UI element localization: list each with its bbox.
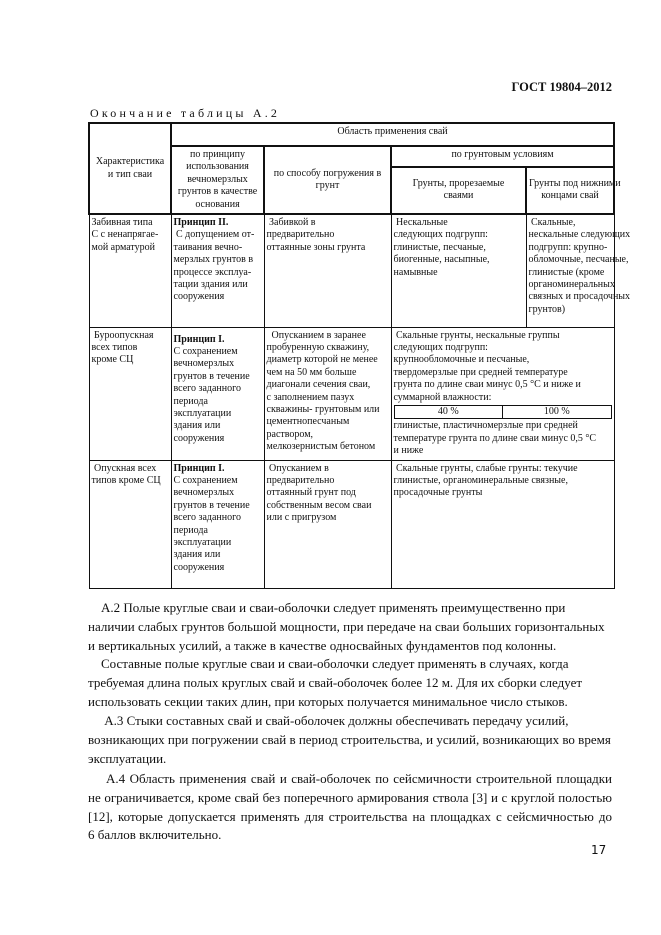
text-line: 6 баллов включительно. (88, 827, 222, 843)
cell-principle (171, 460, 264, 588)
table-row (89, 327, 614, 460)
text-line: С с ненапрягае- (91, 229, 159, 241)
text-line: грунтов в течение (173, 370, 250, 382)
page-number: 17 (591, 843, 607, 857)
text-line: тации здания или (173, 279, 248, 291)
paragraph-composite-piles (88, 655, 612, 711)
text-line: грунтов) (528, 303, 566, 315)
cell-type (89, 214, 171, 327)
text-line: глинистые, песчаные, (393, 241, 486, 253)
paragraph-a4 (88, 770, 612, 845)
text-line: предварительно (266, 475, 335, 486)
text-line: Грунты под нижними (529, 178, 621, 190)
text-line: сооружения (173, 432, 225, 444)
text-line: грунт (315, 180, 340, 192)
text-line: твердомерзлые при средней температуре (393, 366, 568, 378)
text-line: концами свай (541, 190, 599, 202)
text-line: эксплуатации. (88, 750, 167, 766)
text-line: температуре грунта по длине сваи минус 0,5 °С (393, 432, 597, 444)
cell-method (264, 214, 391, 327)
text-line: мелкозернистым бетоном (266, 441, 376, 453)
text-line: грунтов в течение (173, 499, 250, 511)
text-line: мой арматурой (91, 241, 155, 253)
text-line: суммарной влажности: (393, 391, 492, 403)
text-line: глинистые, органоминеральные связные, (393, 475, 568, 486)
soils-bottom-text (394, 420, 612, 457)
text-line: вечномерзлых (173, 358, 235, 370)
text-line: типов кроме СЦ (91, 475, 161, 486)
moisture-40: 40 % (437, 405, 459, 417)
table-row (89, 460, 614, 588)
text-line: возникающих при погружении свай в период строительства, и усилий, возникающих во время (88, 731, 611, 747)
principle-title: Принцип I. (173, 333, 225, 345)
text-line: глинистые (кроме (528, 266, 605, 278)
text-line: цементнопесчаным (266, 416, 350, 428)
text-line: оттаянный грунт под (266, 487, 356, 499)
text-line: или с пригрузом (266, 512, 337, 524)
text-line: следующих подгрупп: (393, 229, 488, 241)
text-line: использования (186, 161, 249, 173)
text-line: собственным весом сваи (266, 499, 372, 511)
text-line: Скальные грунты, слабые грунты: текучие (393, 462, 578, 474)
standard-number: ГОСТ 19804–2012 (511, 80, 612, 94)
text-line: крупнообломочные и песчаные, (393, 354, 530, 366)
text-line: диагонали сечения сваи, (266, 379, 371, 391)
text-line: периода (173, 524, 208, 536)
table-caption: Окончание таблицы А.2 (90, 106, 281, 120)
text-line: А.2 Полые круглые сваи и сваи-оболочки следует применять преимущественно при (88, 600, 566, 615)
text-line: не ограничивается, кроме свай без поперечного армирования ствола [3] и с круглой полостью (88, 789, 612, 805)
text-line: нескальные следующих (528, 229, 631, 241)
text-line: грунтов в качестве (177, 186, 258, 198)
cell-soils-cut (391, 214, 526, 327)
header-area: Область применения свай (171, 123, 614, 146)
text-line: А.3 Стыки составных свай и свай-оболочек должны обеспечивать передачу усилий, (88, 713, 569, 728)
text-line: пробуренную скважину, (266, 341, 370, 353)
header-soil-conditions: по грунтовым условиям (391, 146, 614, 167)
text-line: намывные (393, 266, 438, 278)
text-line: и тип сваи (107, 168, 153, 180)
text-line: сваями (443, 190, 474, 202)
text-line: С сохранением (173, 475, 238, 486)
text-line: глинистые, пластичномерзлые при средней (393, 420, 578, 432)
cell-principle (171, 327, 264, 460)
text-line: Опусканием в (266, 462, 329, 474)
text-line: связных и просадочных (528, 291, 631, 303)
cell-principle (171, 214, 264, 327)
cell-method (264, 327, 391, 460)
text-line: и ниже (393, 445, 424, 457)
principle-text (174, 229, 262, 303)
text-line: эксплуатации (173, 407, 232, 419)
text-line: по принципу (190, 149, 245, 160)
cell-soils-below (526, 214, 631, 327)
text-line: и вертикальных усилий, а также в качестве односвайных фундаментов под колонны. (88, 637, 557, 653)
text-line: Опусканием в заранее (266, 329, 366, 341)
text-line: таивания вечно- (173, 241, 243, 253)
text-line: здания или (173, 420, 221, 432)
text-line: предварительно (266, 229, 335, 241)
text-line: подгрупп: крупно- (528, 241, 608, 253)
text-line: вечномерзлых (173, 487, 235, 499)
text-line: А.4 Область применения свай и свай-оболочек по сейсмичности строительной площадки (88, 771, 612, 786)
header-method (264, 146, 391, 214)
cell-method (264, 460, 391, 588)
text-line: Забивная типа (91, 217, 153, 229)
cell-soils (391, 327, 614, 460)
text-line: Скальные, (528, 217, 576, 229)
text-line: сооружения (173, 561, 225, 573)
text-line: по способу погружения в (273, 167, 382, 179)
text-line: Скальные грунты, нескальные группы (393, 329, 560, 341)
text-line: здания или (173, 549, 221, 561)
paragraph-a3 (88, 712, 612, 768)
header-principle (171, 146, 264, 214)
text-line: Грунты, прорезаемые (412, 178, 505, 190)
header-characteristic (89, 123, 171, 214)
text-line: всего заданного (173, 383, 241, 395)
cell-type (89, 327, 171, 460)
text-line: наличии слабых грунтов большой мощности, при передаче на сваи больших горизонтальных (88, 618, 605, 634)
text-line: использовать секции таких длин, при которых получается минимальное число стыков. (88, 693, 568, 709)
header-soils-cut (391, 167, 526, 214)
text-line: с заполнением пазух (266, 391, 355, 403)
text-line: С сохранением (173, 345, 238, 357)
principle-title: Принцип II. (173, 217, 229, 229)
moisture-subtable (394, 405, 612, 419)
text-line: мерзлых грунтов в (173, 254, 254, 266)
text-line: просадочные грунты (393, 487, 483, 499)
pile-application-table (88, 122, 631, 589)
text-line: чем на 50 мм больше (266, 366, 357, 378)
text-line: Опускная всех (91, 462, 157, 474)
text-line: Характеристика (95, 156, 165, 168)
principle-text (174, 475, 262, 574)
text-line: диаметр которой не менее (266, 354, 378, 366)
soils-top-text (394, 330, 612, 404)
cell-soils (391, 460, 614, 588)
text-line: всех типов (91, 341, 138, 353)
text-line: скважины- грунтовым или (266, 403, 380, 415)
text-line: [12], которые допускается применять для строительства на площадках с сейсмичностью до (88, 808, 612, 824)
table-row (89, 214, 614, 327)
text-line: сооружения (173, 291, 225, 303)
principle-text (174, 346, 262, 445)
header-soils-below (526, 167, 621, 214)
text-line: раствором, (266, 428, 314, 440)
text-line: Забивкой в (266, 217, 316, 229)
paragraph-a2 (88, 599, 612, 655)
text-line: С допущением от- (173, 229, 255, 241)
text-line: периода (173, 395, 208, 407)
text-line: вечномерзлых (187, 173, 248, 185)
text-line: грунта по длине сваи минус 0,5 °С и ниже и (393, 379, 581, 391)
text-line: следующих подгрупп: (393, 341, 488, 353)
text-line: Составные полые круглые сваи и сваи-оболочки следует применять в случаях, когда (88, 656, 569, 671)
text-line: требуемая длина полых круглых свай и свай-оболочек более 12 м. Для их сборки следует (88, 674, 583, 690)
text-line: всего заданного (173, 512, 241, 524)
cell-type (89, 460, 171, 588)
text-line: процессе эксплуа- (173, 266, 252, 278)
text-line: органоминеральных (528, 279, 615, 291)
text-line: кроме СЦ (91, 354, 134, 366)
moisture-100: 100 % (502, 406, 611, 418)
text-line: Буроопускная (91, 329, 154, 341)
text-line: эксплуатации (173, 537, 232, 549)
text-line: обломочные, песчаные, (528, 254, 629, 266)
text-line: биогенные, насыпные, (393, 254, 490, 266)
text-line: оттаянные зоны грунта (266, 241, 366, 253)
text-line: Нескальные (393, 217, 448, 229)
principle-title: Принцип I. (173, 462, 225, 474)
text-line: основания (195, 198, 240, 210)
